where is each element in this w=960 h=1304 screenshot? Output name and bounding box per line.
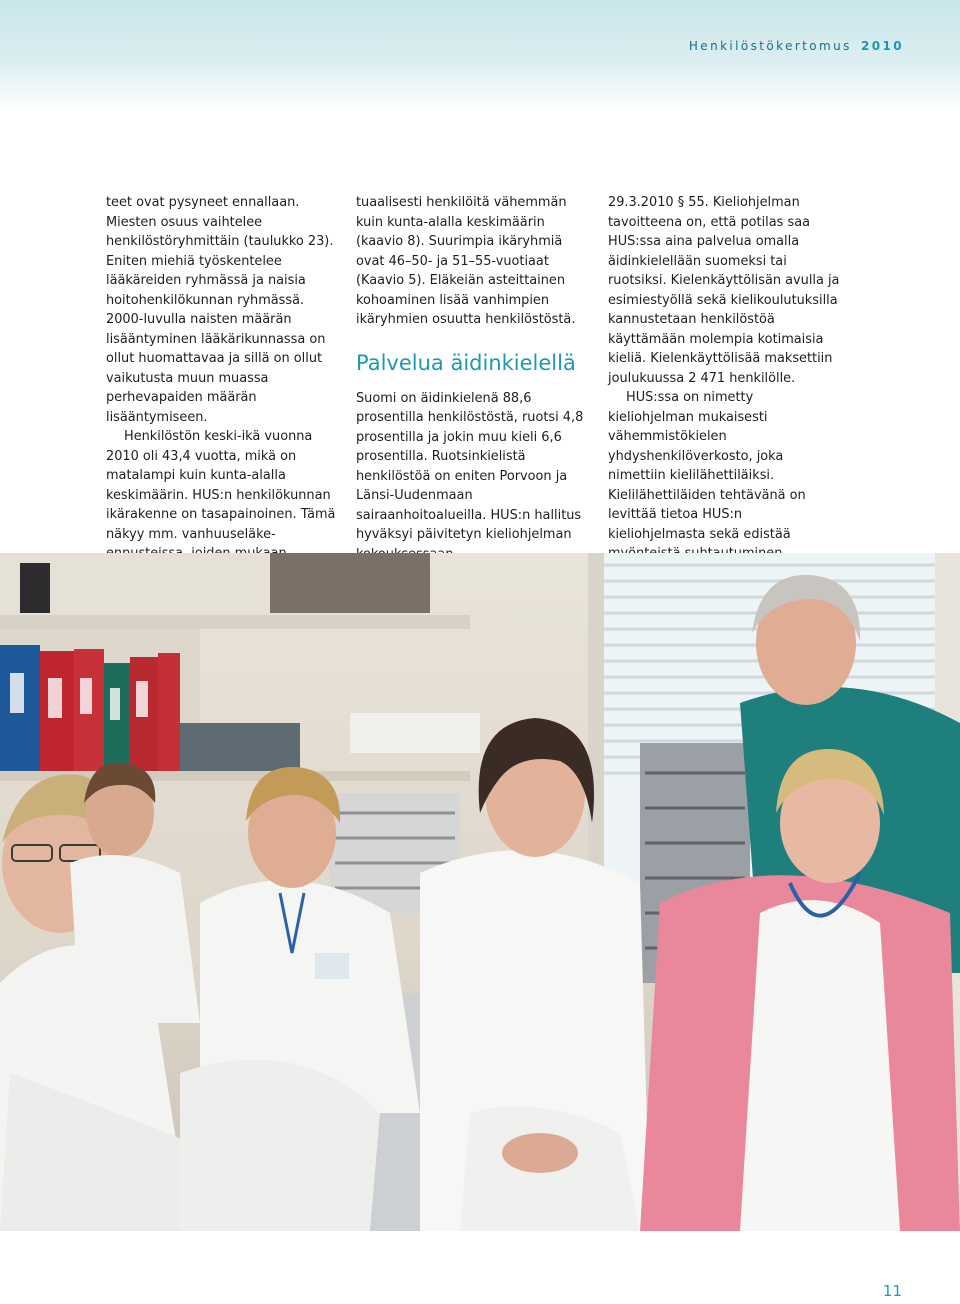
section-heading: Palvelua äidinkielellä	[356, 350, 576, 375]
paragraph: teet ovat pysyneet ennallaan. Miesten osuus vaihtelee henkilöstöryhmittäin (taulukko 23). Eniten miehiä työskentelee lääkäreiden ryhmässä ja naisia hoitohenkilökunnan ryhmässä. 2000-luvulla naisten määrän lisääntyminen lääkärikunnassa on ollut huomattavaa ja sillä on ollut vaikutusta muun muassa perhevapaiden määrän lisääntymiseen.	[106, 195, 334, 425]
paragraph: tuaalisesti henkilöitä vähemmän kuin kunta-alalla keskimäärin (kaavio 8). Suurimpia ikäryhmiä ovat 46–50- ja 51–55-vuotiaat (Kaavio 5). Eläkeiän asteittainen kohoaminen lisää vanhimpien ikäryhmien osuutta henkilöstöstä.	[356, 195, 576, 327]
staff-group-photo	[0, 553, 960, 1231]
paragraph: HUS:ssa on nimetty kieliohjelman mukaisesti vähemmistökielen yhdyshenkilöverkosto, joka nimettiin kielilähettiläiksi. Kielilähettiläiden tehtävänä on levittää tietoa HUS:n kieliohjelmasta sekä edistää	[608, 390, 806, 542]
text-column-1	[106, 193, 336, 603]
running-header-year: 2010	[861, 39, 904, 53]
paragraph: Henkilöstön keski-ikä vuonna 2010 oli 43,4 vuotta, mikä on matalampi kuin kunta-alalla keskimäärin. HUS:n henkilökunnan ikärakenne on tasapainoinen. Tämä näkyy mm. vanhuuseläke-	[106, 429, 336, 542]
header-band	[0, 0, 960, 110]
page-number: 11	[882, 1282, 902, 1300]
staff-photo-illustration	[0, 553, 960, 1231]
paragraph: Suomi on äidinkielenä 88,6 prosentilla henkilöstöstä, ruotsi 4,8 prosentilla ja jokin muu kieli 6,6 prosentilla. Ruotsinkielistä henkilöstöä on eniten Porvoon ja Länsi-Uudenmaan sairaanhoitoalueilla. HUS:n hallitus hyväksyi päivitetyn kieliohjelman	[356, 390, 584, 542]
paragraph: 29.3.2010 § 55. Kieliohjelman tavoitteena on, että potilas saa HUS:ssa aina palvelua omalla äidinkielellään suomeksi tai ruotsiksi. Kielenkäyttölisän avulla ja esimiestyöllä sekä kielikoulutuksilla kannustetaan henkilöstöä käyttämään molempia kotimaisia kieliä. Kielenkäyttölisää maksettiin joulukuussa 2 471 henkilölle.	[608, 195, 840, 386]
running-header-title: Henkilöstökertomus	[688, 39, 852, 53]
text-column-2	[356, 193, 588, 564]
running-header	[689, 39, 904, 53]
text-column-3	[608, 193, 840, 583]
